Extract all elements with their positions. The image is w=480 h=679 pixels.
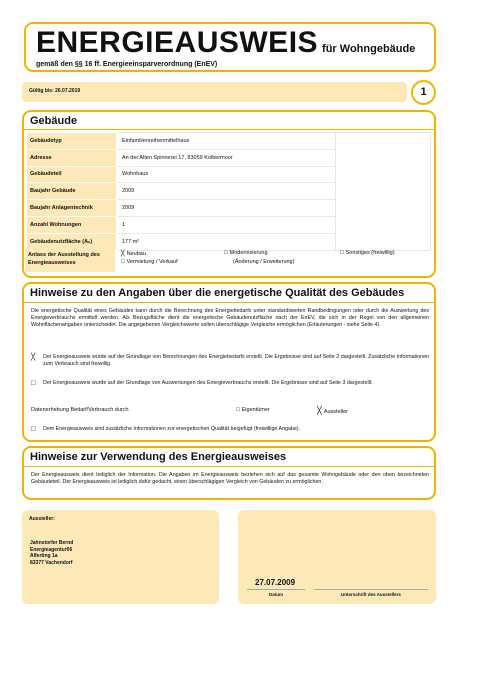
table-row: Baujahr Gebäude 2009: [27, 183, 430, 200]
checked-mark-icon: ╳: [31, 354, 36, 361]
checkbox-icon: □: [340, 250, 344, 256]
building-photo-area: [335, 133, 430, 251]
table-row: Gebäudenutzfläche (Aₙ) 177 m²: [27, 233, 430, 250]
hinweise-qualitaet-section: [22, 282, 436, 442]
date-line: [247, 589, 305, 590]
hinweise-verwendung-text: Der Energieausweis dient lediglich der Information. Die Angaben im Energieausweis beziehen sich auf das gesamte Wohngebäude oder den oben bezeichneten Gebäudeteil. Der Energieausweis ist lediglich dafür gedacht, einen überschlägigen Vergleich von Gebäuden zu ermöglichen.: [31, 472, 429, 485]
aussteller-label: Aussteller:: [29, 516, 55, 522]
date-caption: Datum: [268, 592, 283, 597]
hinweise-intro-text: Die energetische Qualität eines Gebäudes kann durch die Berechnung des Energiebedarfs unter standardisierten Randbedingungen oder durch die Auswertung des Energieverbrauchs ermittelt werden. Als Bezugsfläche dient die energetische Gebäudenutzfläche nach der EnEV, die sich in der Regel von den allgemeinen Wohnflächenangaben unterscheidet. Die angegebenen Vergleichswerte sollen überschlägige Vergleiche ermöglichen (Erläuterungen - siehe Seite 4).: [31, 308, 429, 328]
neubau-checkbox[interactable]: ╳ Neubau: [121, 251, 146, 257]
aussteller-checkbox[interactable]: ╳ Aussteller: [317, 406, 348, 415]
validity-bar: [22, 82, 407, 102]
hinweise-verwendung-heading: Hinweise zur Verwendung des Energieausweises: [30, 451, 287, 463]
eigentuemer-checkbox[interactable]: □ Eigentümer: [236, 407, 270, 413]
checkbox-icon: □: [236, 407, 240, 413]
validity-text: Gültig bis: 26.07.2019: [29, 88, 81, 94]
aussteller-address: Jahnstorfer Bernd Energieagentur06 Alferting 1a 83377 Vachendorf: [30, 540, 74, 566]
gebaeude-table: [27, 132, 431, 251]
divider: [24, 466, 434, 467]
hinweise-verwendung-section: [22, 446, 436, 500]
option-verbrauch[interactable]: □ Der Energieausweis wurde auf der Grundlage von Auswertungen des Energieverbrauchs erstellt. Die Ergebnisse sind auf Seite 3 dargestellt.: [31, 380, 373, 387]
table-row: Baujahr Anlagentechnik 2009: [27, 200, 430, 217]
signature-date: 27.07.2009: [255, 578, 296, 587]
table-row: Gebäudetyp Einfamilienreihenmittelhaus: [27, 133, 430, 150]
option-bedarf[interactable]: ╳ Der Energieausweis wurde auf der Grundlage von Berechnungen des Energiebedarfs erstellt. Die Ergebnisse sind auf Seite 2 dargestellt. Zusätzliche Informationen zum Verbrauch sind freiwillig.: [31, 354, 429, 367]
table-row: Gebäudeteil Wohnhaus: [27, 166, 430, 183]
page-number-badge: 1: [411, 80, 436, 105]
modernisierung-subtext: (Änderung / Erweiterung): [233, 259, 295, 265]
document-title: ENERGIEAUSWEIS für Wohngebäude: [36, 26, 416, 59]
signature-caption: Unterschrift des Ausstellers: [341, 592, 401, 597]
checked-mark-icon: ╳: [121, 251, 125, 257]
modernisierung-checkbox[interactable]: □ Modernisierung: [224, 250, 268, 256]
table-row: Anzahl Wohnungen 1: [27, 216, 430, 233]
option-zusatz[interactable]: □ Dem Energieausweis sind zusätzliche Informationen zur energetischen Qualität beigefügt (freiwillige Angabe).: [31, 426, 301, 433]
datenerhebung-label: Datenerhebung Bedarf/Verbrauch durch: [31, 407, 129, 413]
divider: [24, 129, 434, 130]
table-row: Adresse An der Alten Spinnerei 17, 83059 Kolbermoor: [27, 149, 430, 166]
document-subtitle: gemäß den §§ 16 ff. Energieeinsparverordnung (EnEV): [36, 61, 218, 68]
aussteller-box: [22, 510, 219, 604]
anlass-label: Anlass der Ausstellung des Energieausweises: [25, 248, 115, 272]
gebaeude-heading: Gebäude: [30, 115, 78, 127]
checkbox-icon: □: [31, 426, 36, 433]
checkbox-icon: □: [31, 380, 36, 387]
signature-line: [314, 589, 428, 590]
checkbox-icon: □: [224, 250, 228, 256]
checkbox-icon: □: [121, 259, 125, 265]
divider: [24, 302, 434, 303]
hinweise-qualitaet-heading: Hinweise zu den Angaben über die energetische Qualität des Gebäudes: [30, 287, 405, 299]
signature-box: [238, 510, 436, 604]
vermietung-checkbox[interactable]: □ Vermietung / Verkauf: [121, 259, 178, 265]
header-box: [24, 22, 436, 72]
sonstiges-checkbox[interactable]: □ Sonstiges (freiwillig): [340, 250, 395, 256]
checked-mark-icon: ╳: [317, 406, 322, 415]
